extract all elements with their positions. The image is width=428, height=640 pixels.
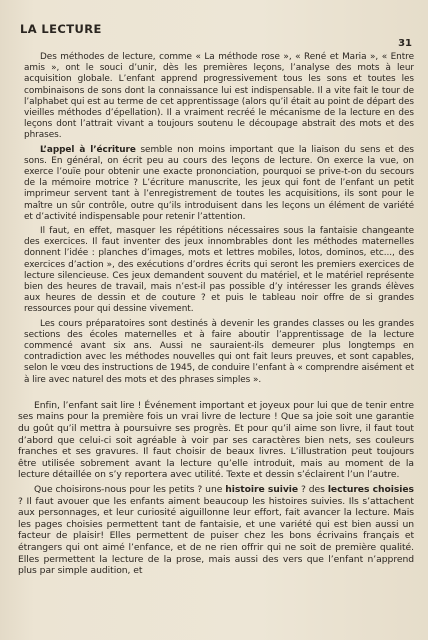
paragraph xyxy=(18,400,414,481)
page-header xyxy=(18,6,414,49)
body-text-top xyxy=(24,52,414,386)
text-run: ? Il faut avouer que les enfants aiment beaucoup les histoires suivies. Ils s’attachent aux personnages, et leur curiosité aiguillonne leur effort, fait avancer la lecture. Mais les pages choisies permettent tant de fantaisie, et une variété qui est bien aussi un facteur de plaisir! Elles permettent de puiser chez les bons écrivains français et étrangers qui ont aimé l’enfance, et de ne rien offrir qui ne soit de première qualité. Elles permettent la lecture de la prose, mais aussi des vers que l’enfant n’apprend plus par simple audition, et xyxy=(18,495,414,577)
running-head: LA LECTURE xyxy=(20,22,102,36)
paragraph xyxy=(24,52,414,142)
bold-phrase: L’appel à l’écriture xyxy=(40,144,136,155)
text-run: Les cours préparatoires sont destinés à devenir les grandes classes ou les grandes sections des écoles maternelles et à faire aboutir l’apprentissage de la lecture commencé avant six ans. Aussi ne sauraient-ils demeurer plus longtemps en contradiction avec les méthodes nouvelles qui ont fait leurs preuves, et sont capables, selon le vœu des instructions de 1945, de conduire l’enfant à « comprendre aisément et à lire avec naturel des mots et des phrases simples ». xyxy=(24,318,414,385)
paragraph xyxy=(24,145,414,223)
page-number: 31 xyxy=(398,38,412,49)
paragraph xyxy=(24,319,414,386)
paragraph xyxy=(24,226,414,316)
bold-phrase: lectures choisies xyxy=(327,484,414,496)
text-run: Que choisirons-nous pour les petits ? une xyxy=(34,484,226,496)
text-run: Enfin, l’enfant sait lire ! Événement important et joyeux pour lui que de tenir entre ses mains pour la première fois un vrai livre de lecture ! Que sa joie soit une garantie du goût qu’il mettra à poursuivre ses progrès. Et pour qu’il aime son livre, il faut tout d’abord que celui-ci soit agréable à voir par ses caractères bien nets, ses couleurs franches et ses gravures. Il faut choisir de beaux livres. L’illustration peut toujours être utilisée sobrement avant la lecture qu’elle introduit, mais au moment de la lecture détaillée on s’y reportera avec utilité. Texte et dessin s’éclairent l’un l’autre. xyxy=(18,399,414,481)
text-run: Des méthodes de lecture, comme « La méthode rose », « René et Maria », « Entre amis », ont le souci d’unir, dès les premières leçons, l’analyse des mots à leur acquisition globale. L’enfant apprend progressivement tous les sons et toutes les combinaisons de sons dont la connaissance lui est indispensable. Il a vite fait le tour de l’alphabet qui est au terme de cet apprentissage (alors qu’il était au point de départ des vieilles méthodes d’épellation). Il a vraiment recréé le mécanisme de la lecture en des leçons dont l’attrait vivant a toujours soutenu le découpage abstrait des mots et des phrases. xyxy=(24,52,414,141)
paragraph xyxy=(18,484,414,577)
bold-phrase: histoire suivie xyxy=(225,484,299,496)
text-run: ? des xyxy=(298,484,328,496)
text-run: semble non moins important que la liaison du sens et des sons. En général, on écrit peu au cours des leçons de lecture. On exerce la vue, on exerce l’ouïe pour obtenir une exacte prononciation, pourquoi se prive-t-on du secours de la mémoire motrice ? L’écriture manuscrite, les jeux qui font de l’enfant un petit imprimeur servent tant à l’enregistrement de toutes les acquisitions, ils sont pour le maître un sûr contrôle, outre qu’ils introduisent dans les leçons un élément de variété et d’activité indispensable pour retenir l’attention. xyxy=(24,144,414,222)
body-text-bottom xyxy=(18,400,414,577)
text-run: Il faut, en effet, masquer les répétitions nécessaires sous la fantaisie changeante des exercices. Il faut inventer des jeux innombrables dont les méthodes maternelles donnent l’idée : planches d’images, mots et lettres mobiles, lotos, dominos, etc..., des exercices d’action », des exécutions d’ordres écrits qui seront les premiers exercices de lecture silencieuse. Ces jeux demandent souvent du matériel, et le matériel représente bien des heures de travail, mais n’est-il pas possible d’y intéresser les grands élèves aux heures de dessin et de couture ? et puis le tableau noir offre de si grandes ressources pour qui dessine vivement. xyxy=(24,226,414,315)
